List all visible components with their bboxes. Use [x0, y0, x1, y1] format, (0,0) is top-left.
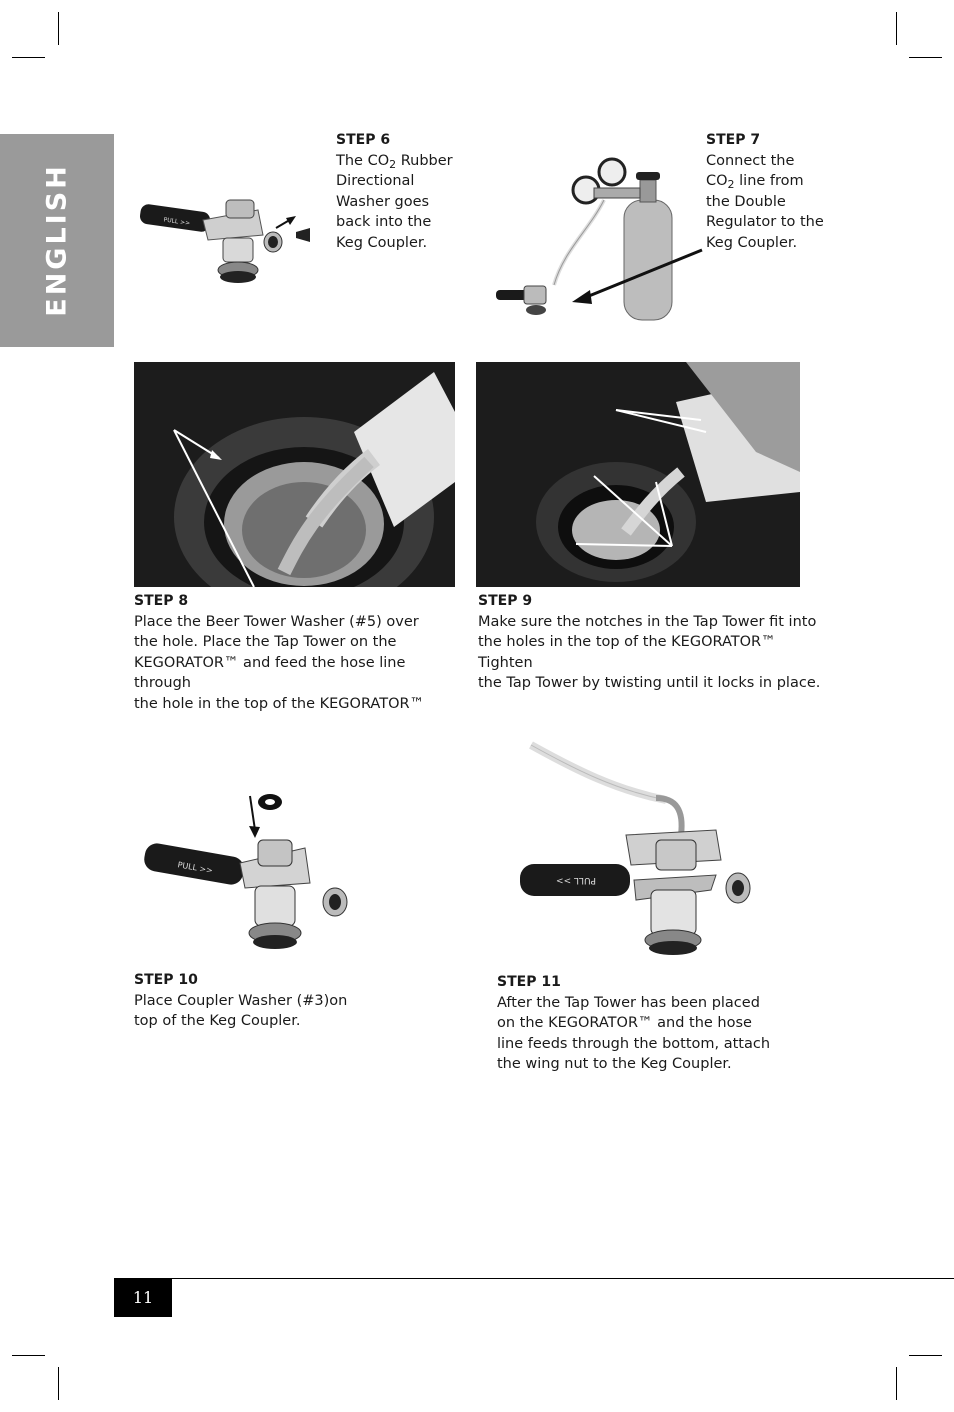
step11-line: After the Tap Tower has been placed [497, 994, 760, 1011]
step7-line: Connect the [706, 152, 795, 169]
crop-mark [909, 57, 942, 58]
step7-line: the Double [706, 193, 786, 210]
step9-line: the Tap Tower by twisting until it locks in place. [478, 675, 821, 691]
step10-coupler-illustration [140, 788, 360, 958]
step8-photo [134, 362, 455, 587]
step11-line: line feeds through the bottom, attach [497, 1035, 771, 1052]
crop-mark [58, 12, 59, 45]
footer-rule [114, 1278, 954, 1279]
step9-photo [476, 362, 800, 587]
step6-line: back into the [336, 214, 432, 230]
crop-mark [12, 1355, 45, 1356]
step8-heading: STEP 8 [134, 593, 189, 609]
crop-mark [896, 1367, 897, 1400]
step6-line: Keg Coupler. [336, 234, 428, 251]
step8-text [134, 591, 464, 714]
step6-line: Directional [336, 173, 415, 189]
step7-line: Regulator to the [706, 214, 824, 230]
step9-heading: STEP 9 [478, 593, 533, 609]
crop-mark [12, 57, 45, 58]
handle-label: PULL >> [556, 875, 596, 885]
language-tab [0, 134, 114, 347]
step10-line: top of the Keg Coupler. [134, 1013, 301, 1029]
step11-heading: STEP 11 [497, 974, 561, 990]
step9-text [478, 591, 828, 694]
step7-line: $CO_2$ line from [706, 173, 804, 191]
step10-text [134, 970, 384, 1032]
crop-mark [58, 1367, 59, 1400]
step9-line: the holes in the top of the KEGORATOR™ Tighten [478, 634, 776, 671]
step8-line: KEGORATOR™ and feed the hose line through [134, 654, 406, 691]
step11-line: the wing nut to the Keg Coupler. [497, 1056, 732, 1072]
step11-coupler-hose-illustration [516, 740, 756, 960]
step10-line: Place Coupler Washer (#3)on [134, 992, 348, 1009]
page-number: 11 [114, 1278, 172, 1317]
step6-line: Washer goes [336, 193, 430, 210]
step7-text [706, 130, 836, 253]
step9-line: Make sure the notches in the Tap Tower fit into [478, 613, 817, 630]
crop-mark [896, 12, 897, 45]
step11-line: on the KEGORATOR™ and the hose [497, 1015, 752, 1031]
step7-heading: STEP 7 [706, 132, 761, 148]
step8-line: the hole in the top of the KEGORATOR™ [134, 695, 425, 712]
step8-line: the hole. Place the Tap Tower on the [134, 634, 397, 650]
step6-heading: STEP 6 [336, 132, 391, 148]
step11-text [497, 972, 787, 1075]
crop-mark [909, 1355, 942, 1356]
language-label: ENGLISH [41, 163, 73, 317]
step6-line: The $CO_2$ Rubber [336, 152, 453, 171]
step6-text [336, 130, 466, 253]
step10-heading: STEP 10 [134, 972, 198, 988]
step7-co2-tank-illustration [494, 150, 709, 330]
step7-line: Keg Coupler. [706, 234, 798, 251]
handle-label: PULL >> [176, 860, 214, 876]
step8-line: Place the Beer Tower Washer (#5) over [134, 613, 419, 630]
step6-coupler-illustration [138, 190, 318, 290]
handle-label: PULL >> [163, 216, 191, 228]
